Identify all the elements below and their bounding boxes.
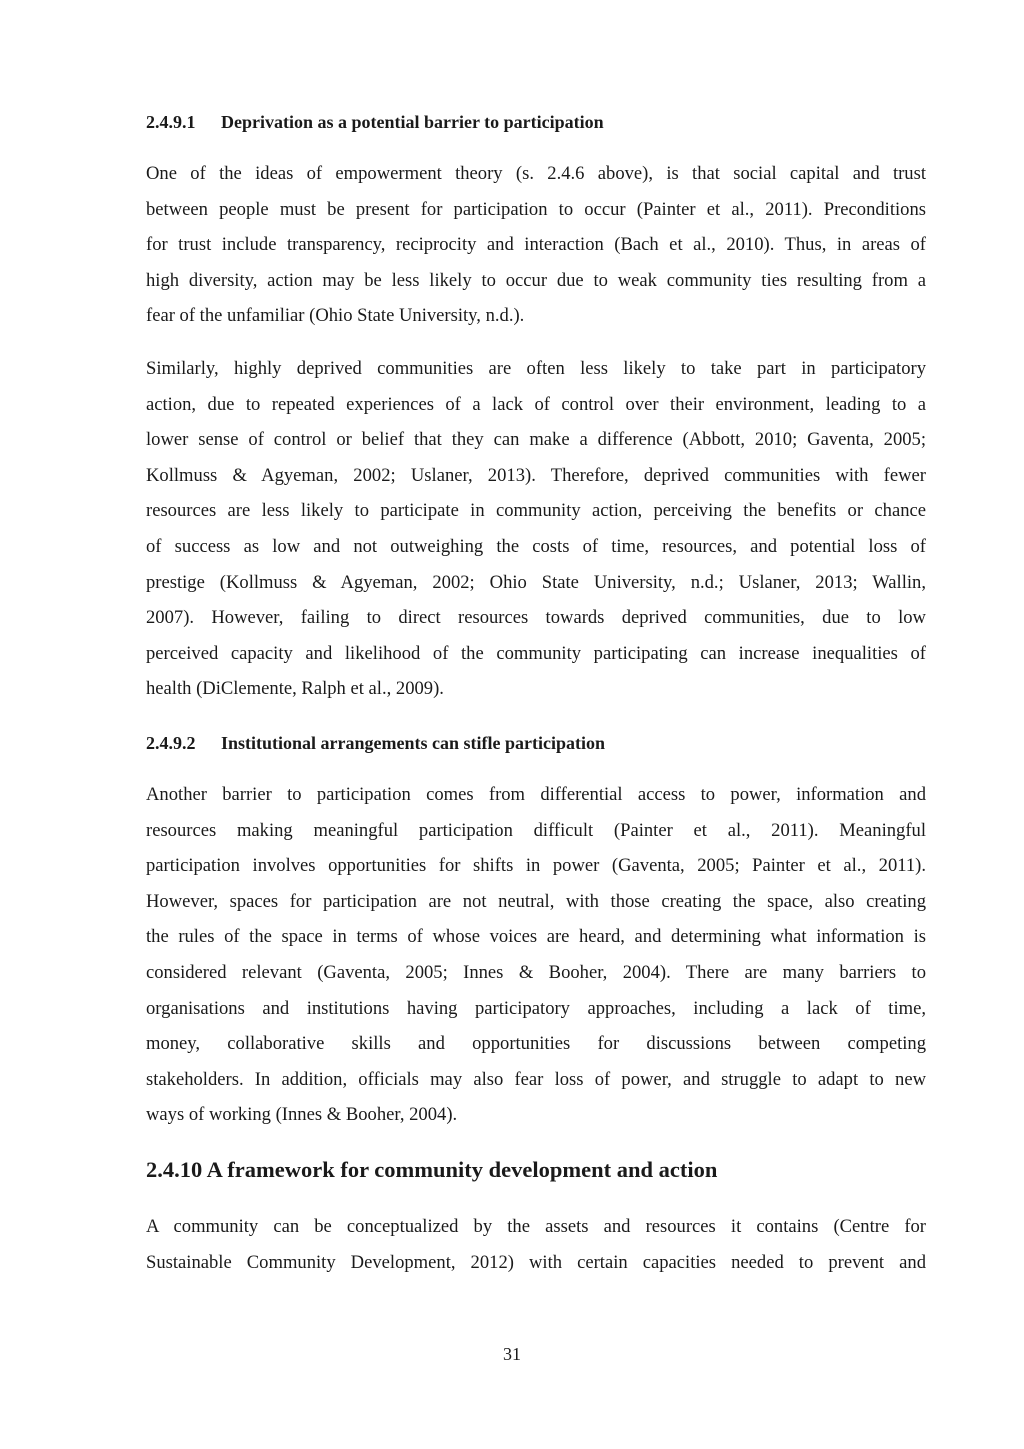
paragraph-deprived-communities [146, 351, 926, 707]
paragraph-community-framework [146, 1209, 926, 1280]
text-line: organisations and institutions having participatory approaches, including a lack of time, [146, 997, 926, 1019]
text-line: perceived capacity and likelihood of the community participating can increase inequalities of [146, 642, 926, 664]
paragraph-empowerment-theory [146, 156, 926, 334]
text-line: participation involves opportunities for shifts in power (Gaventa, 2005; Painter et al., 2011). [146, 855, 926, 877]
text-line: money, collaborative skills and opportunities for discussions between competing [146, 1033, 926, 1055]
page-number: 31 [503, 1344, 521, 1364]
text-line: Another barrier to participation comes from differential access to power, information and [146, 784, 926, 805]
text-line: prestige (Kollmuss & Agyeman, 2002; Ohio State University, n.d.; Uslaner, 2013; Wallin, [146, 571, 926, 593]
subsection-heading-2-4-9-2 [146, 731, 926, 755]
subsection-title: Institutional arrangements can stifle participation [221, 733, 605, 753]
text-line: of success as low and not outweighing the costs of time, resources, and potential loss of [146, 535, 926, 557]
text-line: One of the ideas of empowerment theory (s. 2.4.6 above), is that social capital and trust [146, 163, 926, 184]
text-line: A community can be conceptualized by the assets and resources it contains (Centre for [146, 1216, 926, 1237]
text-line: Similarly, highly deprived communities are often less likely to take part in participatory [146, 358, 926, 379]
text-line: Kollmuss & Agyeman, 2002; Uslaner, 2013). Therefore, deprived communities with fewer [146, 464, 926, 486]
text-line: Sustainable Community Development, 2012) with certain capacities needed to prevent and [146, 1251, 926, 1273]
subsection-title: Deprivation as a potential barrier to participation [221, 112, 604, 132]
subsection-number: 2.4.9.2 [146, 733, 196, 753]
paragraph-institutional-barriers [146, 777, 926, 1133]
text-line: high diversity, action may be less likely to occur due to weak community ties resulting from a [146, 269, 926, 291]
text-line: lower sense of control or belief that they can make a difference (Abbott, 2010; Gaventa, 2005; [146, 429, 926, 451]
subsection-number: 2.4.9.1 [146, 112, 196, 132]
text-line: fear of the unfamiliar (Ohio State University, n.d.). [146, 305, 525, 327]
text-line: However, spaces for participation are not neutral, with those creating the space, also creating [146, 890, 926, 912]
text-line: ways of working (Innes & Booher, 2004). [146, 1104, 458, 1126]
text-line: 2007). However, failing to direct resources towards deprived communities, due to low [146, 607, 926, 629]
section-heading-2-4-10: 2.4.10 A framework for community development and action [146, 1157, 718, 1182]
text-line: resources are less likely to participate in community action, perceiving the benefits or chance [146, 500, 926, 522]
text-line: health (DiClemente, Ralph et al., 2009). [146, 678, 444, 700]
subsection-heading-2-4-9-1 [146, 110, 926, 134]
text-line: action, due to repeated experiences of a lack of control over their environment, leading to a [146, 393, 926, 415]
text-line: between people must be present for participation to occur (Painter et al., 2011). Preconditions [146, 198, 926, 220]
text-line: stakeholders. In addition, officials may also fear loss of power, and struggle to adapt to new [146, 1068, 926, 1090]
text-line: considered relevant (Gaventa, 2005; Innes & Booher, 2004). There are many barriers to [146, 961, 926, 983]
text-line: resources making meaningful participation difficult (Painter et al., 2011). Meaningful [146, 819, 926, 841]
text-line: for trust include transparency, reciprocity and interaction (Bach et al., 2010). Thus, in areas of [146, 234, 926, 256]
text-line: the rules of the space in terms of whose voices are heard, and determining what information is [146, 926, 926, 948]
